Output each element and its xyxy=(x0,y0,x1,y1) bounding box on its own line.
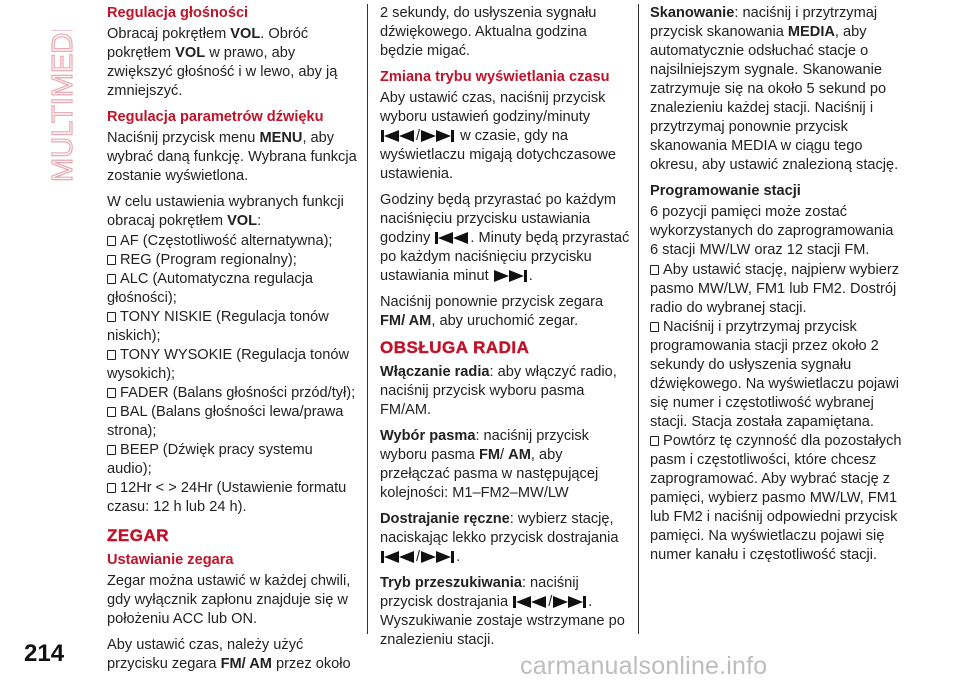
paragraph-radio-on: Włączanie radia: aby włączyć radio, naciśnij przycisk wyboru pasma FM/AM. xyxy=(380,364,617,418)
checkbox-icon xyxy=(107,407,116,417)
heading-volume: Regulacja głośności xyxy=(107,5,249,21)
paragraph-programming: 6 pozycji pamięci może zostać wykorzystanych do zaprogramowania 6 stacji MW/LW oraz 12 stacji FM. xyxy=(650,204,894,258)
skip-forward-icon xyxy=(420,128,456,144)
list-item: TONY WYSOKIE (Regulacja tonów wysokich); xyxy=(107,347,349,382)
skip-back-icon xyxy=(380,128,416,144)
checkbox-icon xyxy=(107,445,116,455)
checkbox-icon xyxy=(107,236,116,246)
heading-radio: OBSŁUGA RADIA xyxy=(380,338,530,357)
paragraph-scan: Skanowanie: naciśnij i przytrzymaj przycisk skanowania MEDIA, aby automatycznie odsłuchać stacje o najsilniejszym sygnale. Skanowanie zatrzymuje się na około 5 sekund po znalezieniu każdej stacji. Naciśnij i przytrzymaj ponownie przycisk skanowania MEDIA w ciągu tego okresu, aby ustawić znalezioną stację. xyxy=(650,5,899,173)
checkbox-icon xyxy=(650,322,659,332)
heading-display-mode: Zmiana trybu wyświetlania czasu xyxy=(380,69,610,85)
checkbox-icon xyxy=(650,265,659,275)
paragraph-search: Tryb przeszukiwania: naciśnij przycisk dostrajania / . Wyszukiwanie zostaje wstrzymane po znalezieniu stacji. xyxy=(380,575,625,648)
skip-back-icon xyxy=(434,230,470,246)
skip-forward-icon xyxy=(493,268,529,284)
checkbox-icon xyxy=(107,350,116,360)
checkbox-icon xyxy=(107,388,116,398)
paragraph-clock-1: Zegar można ustawić w każdej chwili, gdy wyłącznik zapłonu znajduje się w położeniu ACC lub ON. xyxy=(107,573,351,627)
skip-forward-icon xyxy=(420,549,456,565)
column-2 xyxy=(380,4,630,657)
heading-sound-params: Regulacja parametrów dźwięku xyxy=(107,109,324,125)
paragraph-settings: W celu ustawienia wybranych funkcji obracaj pokrętłem VOL: xyxy=(107,194,344,229)
heading-station-programming: Programowanie stacji xyxy=(650,183,801,199)
paragraph-continued: 2 sekundy, do usłyszenia sygnału dźwiękowego. Aktualna godzina będzie migać. xyxy=(380,5,597,59)
column-divider xyxy=(367,4,368,634)
paragraph-sound: Naciśnij przycisk menu MENU, aby wybrać daną funkcję. Wybrana funkcja zostanie wyświetlona. xyxy=(107,130,357,184)
section-side-label xyxy=(22,30,82,190)
list-item: REG (Program regionalny); xyxy=(107,251,357,270)
watermark: carmanualsonline.info xyxy=(520,652,768,680)
list-item: BAL (Balans głośności lewa/prawa strona); xyxy=(107,404,344,439)
list-item: TONY NISKIE (Regulacja tonów niskich); xyxy=(107,309,329,344)
list-item: AF (Częstotliwość alternatywna); xyxy=(107,232,357,251)
paragraph-band: Wybór pasma: naciśnij przycisk wyboru pasma FM/ AM, aby przełączać pasma w następującej kolejności: M1–FM2–MW/LW xyxy=(380,428,599,501)
section-side-label-text: MULTIMEDIA xyxy=(47,30,79,182)
checkbox-icon xyxy=(107,255,116,265)
page-number: 214 xyxy=(24,640,65,667)
heading-clock: ZEGAR xyxy=(107,526,169,545)
list-item: Powtórz tę czynność dla pozostałych pasm i częstotliwości, które chcesz zaprogramować. Aby wybrać stację z pamięci, wybierz pasmo MW/LW, FM1 lub FM2 i naciśnij odpowiedni przycisk pamięci. Na wyświetlaczu pojawi się numer kanału i częstotliwość stacji. xyxy=(650,433,902,563)
paragraph-hours: Godziny będą przyrastać po każdym naciśnięciu przycisku ustawiania godziny . Minuty będą przyrastać po każdym naciśnięciu przycisku ustawiania minut . xyxy=(380,192,630,284)
list-item: ALC (Automatyczna regulacja głośności); xyxy=(107,271,314,306)
paragraph-start-clock: Naciśnij ponownie przycisk zegara FM/ AM, aby uruchomić zegar. xyxy=(380,294,604,329)
skip-forward-icon xyxy=(552,594,588,610)
skip-back-icon xyxy=(512,594,548,610)
paragraph-volume: Obracaj pokrętłem VOL. Obróć pokrętłem VOL w prawo, aby zwiększyć głośność i w lewo, aby ją zmniejszyć. xyxy=(107,26,338,99)
list-item: 12Hr < > 24Hr (Ustawienie formatu czasu: 12 h lub 24 h). xyxy=(107,480,347,515)
column-3 xyxy=(650,4,905,565)
list-item: Aby ustawić stację, najpierw wybierz pasmo MW/LW, FM1 lub FM2. Dostrój radio do wybranej stacji. xyxy=(650,262,900,316)
checkbox-icon xyxy=(107,312,116,322)
list-item: BEEP (Dźwięk pracy systemu audio); xyxy=(107,442,313,477)
list-item: FADER (Balans głośności przód/tył); xyxy=(107,384,357,403)
checkbox-icon xyxy=(650,436,659,446)
paragraph-manual-tune: Dostrajanie ręczne: wybierz stację, naciskając lekko przycisk dostrajania / . xyxy=(380,511,619,565)
paragraph-display: Aby ustawić czas, naciśnij przycisk wyboru ustawień godziny/minuty / w czasie, gdy na wyświetlaczu migają dotychczasowe ustawienia. xyxy=(380,90,617,182)
checkbox-icon xyxy=(107,483,116,493)
column-divider xyxy=(638,4,639,634)
column-1 xyxy=(107,4,357,681)
heading-clock-setting: Ustawianie zegara xyxy=(107,552,234,568)
skip-back-icon xyxy=(380,549,416,565)
checkbox-icon xyxy=(107,274,116,284)
list-item: Naciśnij i przytrzymaj przycisk programowania stacji przez około 2 sekundy do usłyszenia sygnału dźwiękowego. Na wyświetlaczu pojawi się numer i częstotliwość wybranej stacji. Stacja została zapamiętana. xyxy=(650,319,900,430)
paragraph-clock-2: Aby ustawić czas, należy użyć przycisku zegara FM/ AM przez około xyxy=(107,637,351,672)
